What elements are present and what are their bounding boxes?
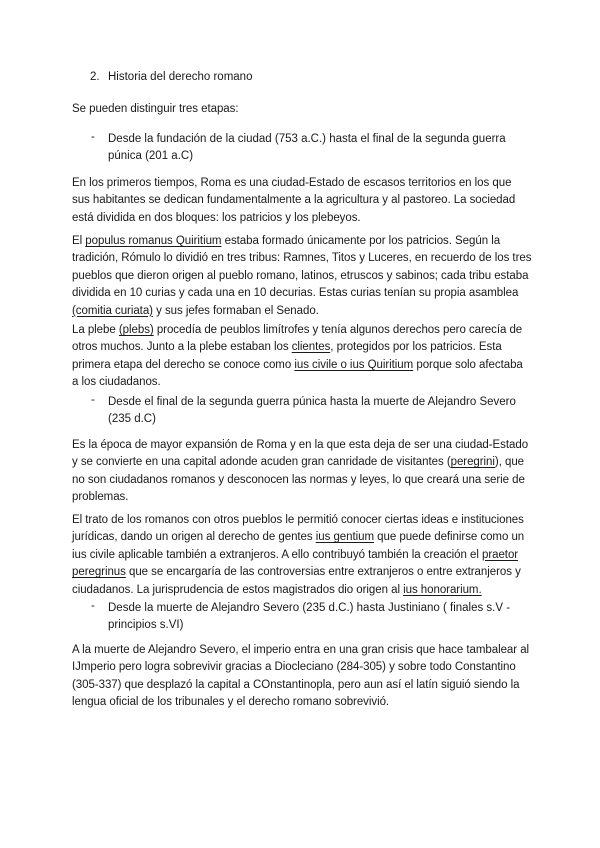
intro-paragraph: Se pueden distinguir tres etapas: xyxy=(72,103,239,115)
section-number: 2. xyxy=(90,71,100,83)
term-ius-honorarium: ius honorarium. xyxy=(403,583,482,596)
bullet-stage-2: Desde el final de la segunda guerra púnica hasta la muerte de Alejandro Severo (235 d.C) xyxy=(108,396,516,426)
bullet-dash: - xyxy=(91,600,95,612)
term-plebs: (plebs) xyxy=(118,324,154,336)
term-ius-civile: ius civile o ius Quiritium xyxy=(294,358,414,371)
term-praetor-peregrinus: praetor peregrinus xyxy=(72,548,519,579)
paragraph-4: Es la época de mayor expansión de Roma y en la que esta deja de ser una ciudad-Estado y se convierte en una capital adonde acuden gran canridade de visitantes (peregrini), que no son ciudadanos romanos y desconocen las normas y leyes, lo que creará una serie de problemas. xyxy=(72,439,529,504)
paragraph-1: En los primeros tiempos, Roma es una ciudad-Estado de escasos territorios en los que sus habitantes se dedican fundamentalmente a la agricultura y al pastoreo. La sociedad está dividida en dos bloques: los patricios y los plebeyos. xyxy=(72,177,516,224)
term-clientes: clientes xyxy=(291,341,331,354)
bullet-dash: - xyxy=(91,131,95,143)
paragraph-5: El trato de los romanos con otros pueblos le permitió conocer ciertas ideas e instituciones jurídicas, dando un origen al derecho de gentes ius gentium que puede definirse como un ius civile aplicable también a extranjeros. A ello contribuyó también la creación el praetor peregrinus que se encargaría de las controversias entre extranjeros o entre extranjeros y ciudadanos. La jurisprudencia de estos magistrados dio origen al ius honorarium. xyxy=(72,514,525,596)
paragraph-2: El populus romanus Quiritium estaba formado únicamente por los patricios. Según la tradición, Rómulo lo dividió en tres tribus: Ramnes, Titos y Luceres, en recuerdo de los tres pueblos que dieron origen al pueblo romano, latinos, etruscos y sabinos; cada tribu estaba dividida en 10 curias y cada una en 10 decurias. Estas curias tenían su propia asamblea (comitia curiata) y sus jefes formaban el Senado. xyxy=(72,235,532,317)
term-ius-gentium: ius gentium xyxy=(315,531,375,544)
paragraph-3: La plebe (plebs) procedía de peublos limítrofes y tenía algunos derechos pero carecía de otros muchos. Junto a la plebe estaban los clientes, protegidos por los patricios. Esta primera etapa del derecho se conoce como ius civile o ius Quiritium porque solo afectaba a los ciudadanos. xyxy=(72,324,523,389)
bullet-stage-3: Desde la muerte de Alejandro Severo (235 d.C.) hasta Justiniano ( finales s.V - principios s.VI) xyxy=(108,602,511,632)
term-peregrini: peregrini xyxy=(450,456,495,469)
paragraph-6: A la muerte de Alejandro Severo, el imperio entra en una gran crisis que hace tambalear al IJmperio pero logra sobrevivir gracias a Diocleciano (284-305) y sobre todo Constantino (305-337) que desplazó la capital a COnstantinopla, pero aun así el latín siguió siendo la lengua oficial de los tribunales y el derecho romano sobrevivió. xyxy=(72,644,530,709)
section-heading: Historia del derecho romano xyxy=(108,71,253,83)
bullet-stage-1: Desde la fundación de la ciudad (753 a.C.) hasta el final de la segunda guerra púnica (201 a.C) xyxy=(108,133,506,163)
bullet-dash: - xyxy=(91,394,95,406)
term-populus-romanus: populus romanus Quiritium xyxy=(85,235,222,247)
term-comitia-curiata: (comitia curiata) xyxy=(72,304,153,317)
